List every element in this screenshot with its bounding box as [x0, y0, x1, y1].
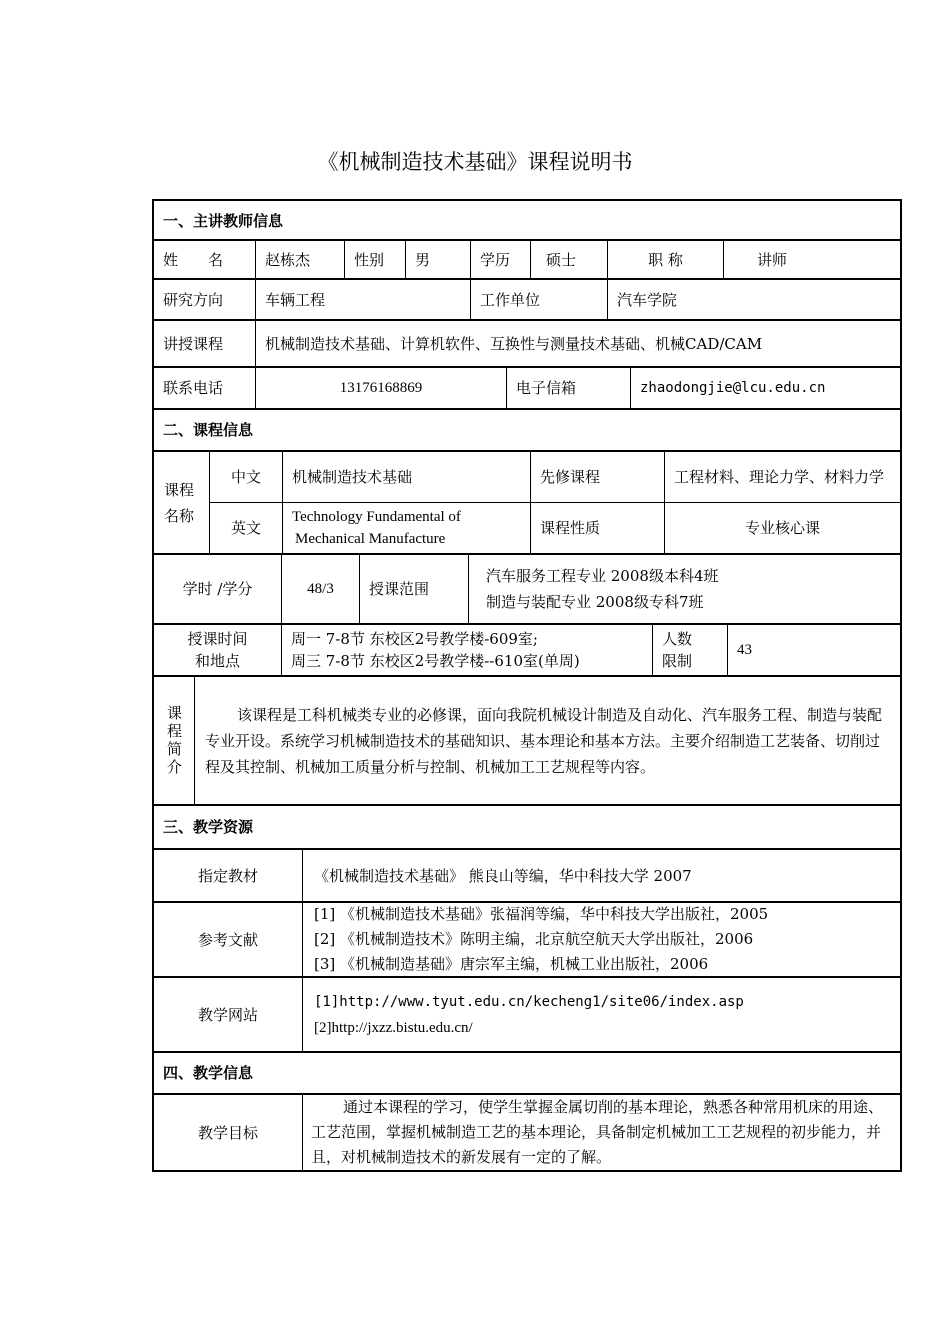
section-header-teacher: 一、主讲教师信息 [152, 199, 902, 241]
limit-value: 43 [727, 625, 900, 675]
time-label [154, 625, 281, 675]
time-value [281, 625, 652, 675]
scope-label: 授课范围 [359, 555, 468, 623]
textbook-value: 《机械制造技术基础》 熊良山等编，华中科技大学 2007 [302, 850, 900, 901]
gender-value: 男 [405, 241, 470, 278]
teacher-courses-row [152, 321, 902, 368]
course-hours-row [152, 555, 902, 625]
section-header-course: 二、课程信息 [152, 410, 902, 452]
scope-value [468, 555, 900, 623]
teaching-goal-row [152, 1095, 902, 1172]
cn-name: 机械制造技术基础 [282, 452, 530, 502]
hours-label: 学时 /学分 [182, 580, 253, 598]
scope-line2: 制造与装配专业 2008级专科7班 [486, 593, 704, 611]
goal-cell [302, 1095, 900, 1170]
website-link-1[interactable]: [1]http://www.tyut.edu.cn/kecheng1/site06/index.asp [314, 993, 744, 1010]
section-header-resources: 三、教学资源 [152, 806, 902, 850]
websites-list [302, 978, 900, 1051]
time-label-line2: 和地点 [194, 652, 240, 670]
references-list [302, 903, 900, 976]
teacher-name: 赵栋杰 [255, 241, 344, 278]
course-table [152, 199, 902, 1172]
course-name-block [152, 452, 902, 555]
prereq-label: 先修课程 [530, 452, 664, 502]
nature-value: 专业核心课 [664, 502, 900, 553]
gender-label: 性别 [344, 241, 405, 278]
research-label: 研究方向 [163, 290, 224, 309]
goal-label: 教学目标 [197, 1123, 258, 1142]
job-title-value: 讲师 [723, 241, 900, 278]
intro-cell [194, 677, 900, 804]
limit-label-line2: 限制 [662, 652, 693, 670]
intro-label: 课程简介 [165, 704, 183, 777]
references-row [152, 903, 902, 978]
unit-label: 工作单位 [470, 280, 607, 319]
section-header-teaching: 四、教学信息 [152, 1053, 902, 1095]
job-title-label: 职 称 [607, 241, 723, 278]
course-name-label: 课程名称 [164, 480, 195, 525]
courses-label: 讲授课程 [163, 334, 224, 353]
name-label: 姓 名 [163, 250, 224, 269]
textbook-row [152, 850, 902, 903]
reference-item: [1] 《机械制造技术基础》张福润等编，华中科技大学出版社，2005 [314, 905, 769, 923]
scope-line1: 汽车服务工程专业 2008级本科4班 [486, 567, 719, 585]
teacher-research-row [152, 280, 902, 321]
course-time-row [152, 625, 902, 677]
course-intro-row [152, 677, 902, 806]
courses-value: 机械制造技术基础、计算机软件、互换性与测量技术基础、机械CAD/CAM [255, 321, 900, 366]
textbook-label: 指定教材 [197, 866, 258, 885]
teacher-name-row [152, 241, 902, 280]
websites-label: 教学网站 [197, 1005, 258, 1024]
time-label-line1: 授课时间 [187, 630, 248, 648]
prereq-value: 工程材料、理论力学、材料力学 [664, 452, 900, 502]
websites-row [152, 978, 902, 1053]
phone-value: 13176168869 [255, 368, 506, 408]
intro-text: 该课程是工科机械类专业的必修课，面向我院机械设计制造及自动化、汽车服务工程、制造与装配专业开设。系统学习机械制造技术的基础知识、基本理论和基本方法。主要介绍制造工艺装备、切削过程及其控制、机械加工质量分析与控制、机械加工工艺规程等内容。 [205, 705, 883, 776]
time-line1: 周一 7-8节 东校区2号教学楼-609室; [291, 630, 538, 648]
en-name-line2: Mechanical Manufacture [295, 531, 446, 547]
nature-label: 课程性质 [530, 502, 664, 553]
reference-item: [3] 《机械制造基础》唐宗军主编，机械工业出版社，2006 [314, 955, 709, 973]
unit-value: 汽车学院 [607, 280, 900, 319]
document-title: 《机械制造技术基础》课程说明书 [317, 150, 633, 174]
time-line2: 周三 7-8节 东校区2号教学楼--610室(单周) [291, 652, 580, 670]
en-label: 英文 [209, 502, 282, 553]
en-name-line1: Technology Fundamental of [292, 509, 461, 525]
education-label: 学历 [470, 241, 530, 278]
research-value: 车辆工程 [255, 280, 470, 319]
cn-label: 中文 [209, 452, 282, 502]
email-label: 电子信箱 [506, 368, 630, 408]
references-label: 参考文献 [197, 930, 258, 949]
limit-label [652, 625, 727, 675]
teacher-contact-row [152, 368, 902, 410]
limit-label-line1: 人数 [662, 630, 693, 648]
goal-text: 通过本课程的学习，使学生掌握金属切削的基本理论，熟悉各种常用机床的用途、工艺范围，掌握机械制造工艺的基本理论，具备制定机械加工工艺规程的初步能力，并且，对机械制造技术的新发展有一定的了解。 [311, 1098, 884, 1166]
reference-item: [2] 《机械制造技术》陈明主编，北京航空航天大学出版社，2006 [314, 930, 754, 948]
website-link-2[interactable]: [2]http://jxzz.bistu.edu.cn/ [314, 1019, 473, 1036]
phone-label: 联系电话 [163, 379, 224, 397]
hours-value: 48/3 [281, 555, 359, 623]
email-value: zhaodongjie@lcu.edu.cn [630, 368, 900, 408]
en-name [282, 502, 530, 553]
education-value: 硕士 [530, 241, 607, 278]
